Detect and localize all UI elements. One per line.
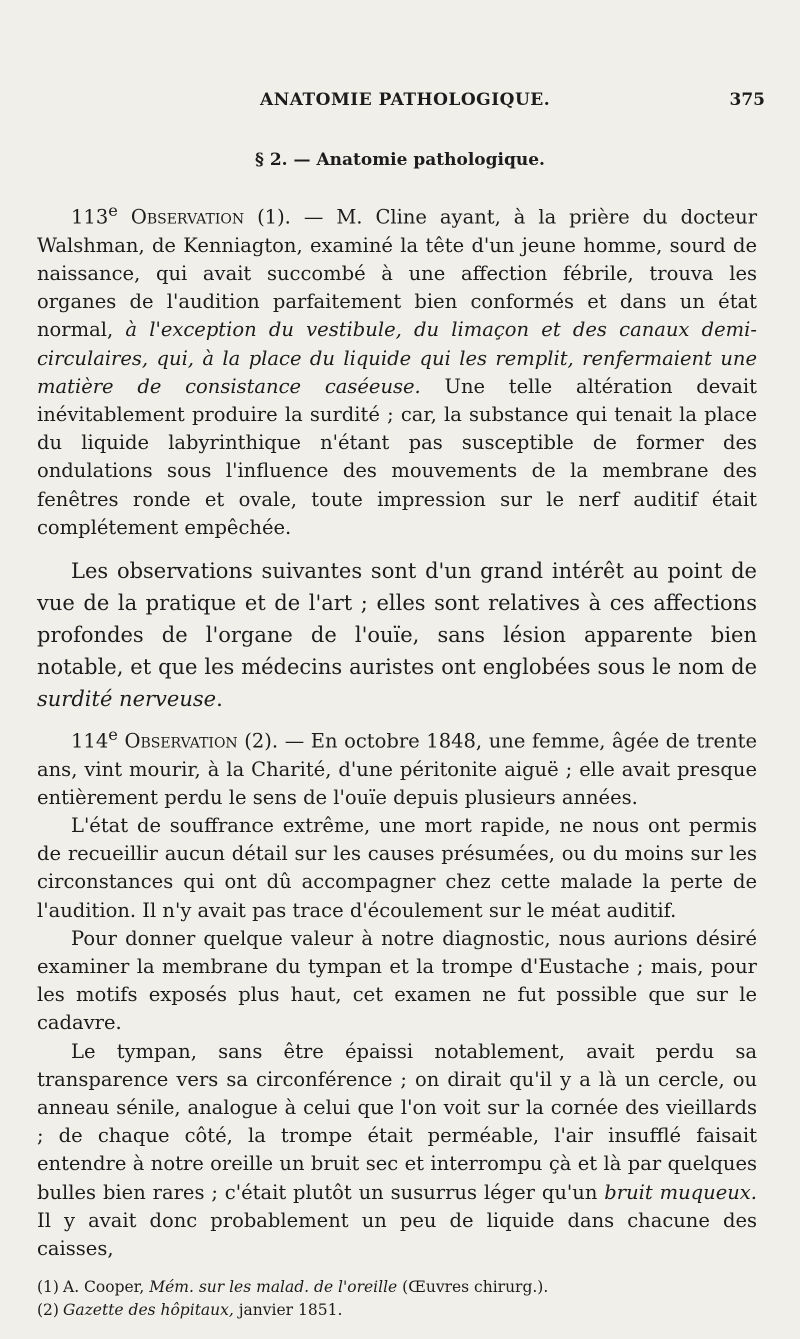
page-body	[37, 197, 757, 1263]
tympan-text: Le tympan, sans être épaissi notablement, avait perdu sa transparence vers sa circonférence ; on dirait qu'il y a là un cercle, ou anneau sénile, analogue à celui que l'on voit sur la cornée des vieillards ; de chaque côté, la trompe était perméable, l'air insufflé faisait entendre à notre oreille un bruit sec et interrompu çà et là par quelques bulles bien rares ; c'était plutôt un susurrus léger qu'un	[37, 1039, 757, 1204]
running-head: ANATOMIE PATHOLOGIQUE.	[260, 90, 551, 110]
footnote	[37, 1299, 757, 1322]
footnote-number: (1)	[37, 1278, 59, 1296]
intro-text: Les observations suivantes sont d'un grand intérêt au point de vue de la pratique et de l'art ; elles sont relatives à ces affections profondes de l'organe de l'ouïe, sans lésion apparente bien notable, et que les médecins auristes ont englobées sous le nom de	[37, 558, 757, 679]
footnote-pre: A. Cooper,	[63, 1278, 150, 1296]
obs-label: Observation	[124, 729, 238, 753]
obs-ref: (2).	[244, 729, 279, 753]
obs-text-1: — M. Cline ayant, à la prière du docteur Walshman, de Kenniagton, examiné la tête d'un jeune homme, sourd de naissance, qui avait succombé à une affection fébrile, trouva les organes de l'audition parfaitement bien conformés et dans un état normal,	[37, 205, 758, 342]
footnotes	[37, 1276, 757, 1322]
observation-114	[37, 721, 757, 812]
section-heading: § 2. — Anatomie pathologique.	[255, 150, 545, 170]
tympan-italic: bruit muqueux.	[604, 1180, 757, 1204]
obs-number-sup: e	[108, 724, 118, 744]
intro-italic: surdité nerveuse	[37, 686, 217, 711]
footnote-italic: Gazette des hôpitaux,	[63, 1301, 234, 1319]
tympan-paragraph	[37, 1038, 757, 1264]
tympan-end: Il y avait donc probablement un peu de liquide dans chacune des caisses,	[37, 1208, 757, 1261]
obs-number: 113	[71, 205, 109, 229]
observation-113	[37, 197, 757, 542]
obs-number: 114	[71, 729, 109, 753]
footnote	[37, 1276, 757, 1299]
intro-end: .	[216, 686, 223, 711]
obs-text-2: Une telle altération devait inévitablement produire la surdité ; car, la substance qui tenait la place du liquide labyrinthique n'étant pas susceptible de former des ondulations sous l'influence des mouvements de la membrane des fenêtres ronde et ovale, toute impression sur le nerf auditif était complétement empêchée.	[37, 374, 757, 539]
footnote-post: (Œuvres chirurg.).	[397, 1278, 549, 1296]
obs-italic: à l'exception du vestibule, du limaçon et des canaux demi-circulaires, qui, à la place du liquide qui les remplit, renfermaient une matière de consistance caséeuse.	[37, 318, 757, 398]
paragraph: L'état de souffrance extrême, une mort rapide, ne nous ont permis de recueillir aucun détail sur les causes présumées, ou du moins sur les circonstances qui ont dû accompagner chez cette malade la perte de l'audition. Il n'y avait pas trace d'écoulement sur le méat auditif.	[37, 814, 757, 922]
paragraph: Pour donner quelque valeur à notre diagnostic, nous aurions désiré examiner la membrane du tympan et la trompe d'Eustache ; mais, pour les motifs exposés plus haut, cet examen ne fut possible que sur le cadavre.	[37, 926, 757, 1035]
footnote-number: (2)	[37, 1301, 59, 1319]
page-header	[30, 90, 765, 116]
obs-ref: (1).	[257, 205, 291, 229]
footnote-italic: Mém. sur les malad. de l'oreille	[149, 1278, 398, 1296]
page-number: 375	[729, 90, 765, 110]
obs-label: Observation	[130, 205, 245, 229]
obs-text: — En octobre 1848, une femme, âgée de trente ans, vint mourir, à la Charité, d'une péritonite aiguë ; elle avait presque entièrement perdu le sens de l'ouïe depuis plusieurs années.	[37, 729, 758, 809]
footnote-post: janvier 1851.	[233, 1301, 343, 1319]
observations-intro	[37, 555, 757, 715]
obs-number-sup: e	[108, 201, 118, 220]
